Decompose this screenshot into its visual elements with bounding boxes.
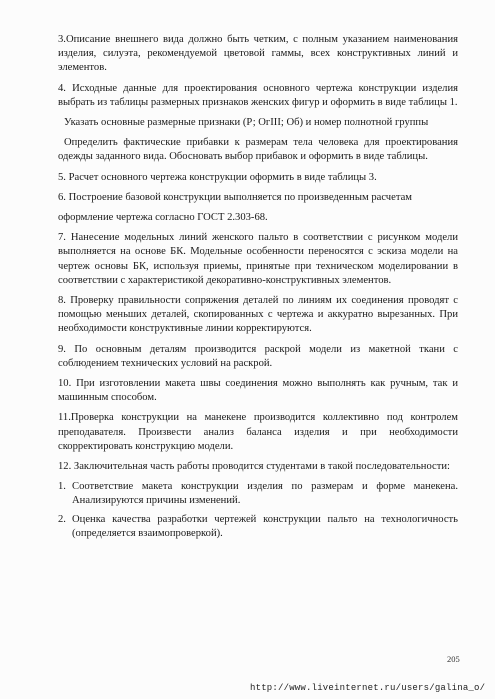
paragraph-6: 6. Построение базовой конструкции выполняется по произведенным расчетам [58,191,413,203]
paragraph-allowances: Определить фактические прибавки к размерам тела человека для проектирования одежды заданного вида. Обосновать выбор прибавок и оформить в виде таблицы. [58,137,458,163]
list-item-text: Оценка качества разработки чертежей конструкции пальто на технологичность (определяется взаимопроверкой). [72,513,458,539]
paragraph-11: 11.Проверка конструкции на манекене производится коллективно под контролем преподавателя. Произвести анализ баланса изделия и при необходимости скорректировать конструкцию модели. [58,412,458,452]
paragraph-4: 4. Исходные данные для проектирования основного чертежа конструкции изделия выбрать из таблицы размерных признаков женских фигур и оформить в виде таблицы 1. [58,82,458,108]
paragraph-10: 10. При изготовлении макета швы соединения можно выполнять как ручным, так и машинным способом. [58,378,458,404]
paragraph-5: 5. Расчет основного чертежа конструкции оформить в виде таблицы 3. [58,171,377,183]
paragraph-8: 8. Проверку правильности сопряжения деталей по линиям их соединения проводят с помощью меньших деталей, скопированных с чертежа и аккуратно вырезанных. При необходимости конструктивные линии корректируются. [58,295,458,335]
page-number: 205 [447,654,460,664]
paragraph-size-signs: Указать основные размерные признаки (Р; ОгIII; Об) и номер полнотной группы [64,117,429,129]
list-item [58,480,458,508]
document-body [58,33,458,545]
list-item-text: Соответствие макета конструкции изделия по размерам и форме манекена. Анализируются причины изменений. [72,481,458,507]
list-item-number: 2. [58,513,66,525]
paragraph-6-cont: оформление чертежа согласно ГОСТ 2.303-68. [58,212,268,224]
watermark-url: http://www.liveinternet.ru/users/galina_o/ [250,683,486,693]
list-item-number: 1. [58,481,66,493]
list-item [58,513,458,541]
paragraph-12: 12. Заключительная часть работы проводится студентами в такой последовательности: [58,461,450,473]
final-steps-list [58,480,458,541]
paragraph-9: 9. По основным деталям производится раскрой модели из макетной ткани с соблюдением технических условий на раскрой. [58,343,458,369]
paragraph-7: 7. Нанесение модельных линий женского пальто в соответствии с рисунком модели выполняется на основе БК. Модельные особенности переносятся с эскиза модели на чертеж основы БК, используя приемы, принятые при техническом моделировании в соответствии с характеристикой декоративно-конструктивных элементов. [58,232,458,286]
paragraph-3: 3.Описание внешнего вида должно быть четким, с полным указанием наименования изделия, силуэта, рекомендуемой цветовой гаммы, всех конструктивных линий и элементов. [58,34,458,74]
